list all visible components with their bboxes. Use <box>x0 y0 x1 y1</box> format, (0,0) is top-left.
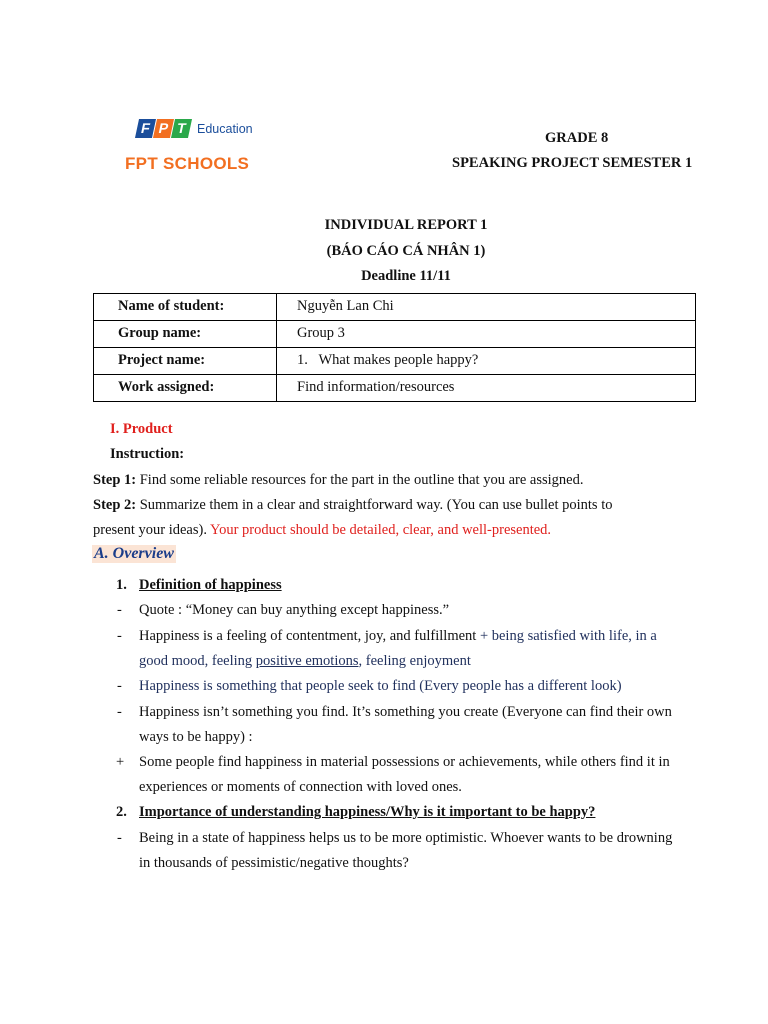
definition-part: good mood, feeling <box>139 653 256 669</box>
sources-text-continued: experiences or moments of connection with loved ones. <box>139 779 462 795</box>
quote-text: Quote : “Money can buy anything except happiness.” <box>139 602 450 618</box>
student-info-table <box>93 293 696 402</box>
table-label: Work assigned: <box>94 375 277 402</box>
table-row <box>94 375 696 402</box>
step-1-text: Find some reliable resources for the part in the outline that you are assigned. <box>136 472 584 488</box>
project-heading: SPEAKING PROJECT SEMESTER 1 <box>452 155 693 171</box>
create-text: Happiness isn’t something you find. It’s something you create (Everyone can find their own <box>139 704 672 720</box>
definition-part: Happiness is a feeling of contentment, joy, and fulfillment <box>139 628 480 644</box>
table-row <box>94 321 696 348</box>
sources-text: Some people find happiness in material possessions or achievements, while others find it in <box>139 754 670 770</box>
bullet-dash: - <box>117 628 122 644</box>
table-value: 1. What makes people happy? <box>277 348 696 375</box>
definition-text-continued <box>139 653 471 670</box>
bullet-dash: - <box>117 678 122 694</box>
step-1-label: Step 1: <box>93 472 137 488</box>
logo-letter-p: P <box>153 119 174 138</box>
optimism-text-continued: in thousands of pessimistic/negative thoughts? <box>139 855 409 871</box>
section-2-number: 2. <box>116 804 127 820</box>
report-title: INDIVIDUAL REPORT 1 <box>324 217 488 233</box>
logo-schools-text: FPT SCHOOLS <box>125 154 250 173</box>
definition-text <box>139 628 657 645</box>
table-row <box>94 294 696 321</box>
step-2-cont-text: present your ideas). <box>93 522 211 538</box>
step-2 <box>93 497 612 514</box>
table-row <box>94 348 696 375</box>
table-label: Group name: <box>94 321 277 348</box>
definition-part: , feeling enjoyment <box>358 653 471 669</box>
step-2-label: Step 2: <box>93 497 137 513</box>
create-text-continued: ways to be happy) : <box>139 729 253 745</box>
bullet-plus: + <box>116 754 125 770</box>
overview-heading: A. Overview <box>94 545 174 562</box>
bullet-dash: - <box>117 704 122 720</box>
deadline: Deadline 11/11 <box>361 268 451 284</box>
definition-addition: + being satisfied with life, in a <box>479 628 657 644</box>
logo-education-text: Education <box>197 122 253 136</box>
section-1-title: Definition of happiness <box>139 577 282 593</box>
bullet-dash: - <box>117 830 122 846</box>
table-label: Name of student: <box>94 294 277 321</box>
fpt-education-logo <box>125 116 277 178</box>
step-2-text: Summarize them in a clear and straightforward way. (You can use bullet points to <box>136 497 613 513</box>
bullet-dash: - <box>117 602 122 618</box>
table-value: Nguyễn Lan Chi <box>277 294 696 321</box>
fpt-logo-mark <box>137 119 191 138</box>
seek-text: Happiness is something that people seek to find (Every people has a different look) <box>139 678 622 694</box>
grade-heading: GRADE 8 <box>545 130 609 146</box>
optimism-text: Being in a state of happiness helps us to be more optimistic. Whoever wants to be drowning <box>139 830 673 846</box>
section-2-title: Importance of understanding happiness/Why is it important to be happy? <box>139 804 596 820</box>
section-1-number: 1. <box>116 577 127 593</box>
product-heading: I. Product <box>110 421 173 437</box>
product-requirement: Your product should be detailed, clear, and well-presented. <box>210 522 552 538</box>
table-value: Find information/resources <box>277 375 696 402</box>
logo-letter-f: F <box>135 119 156 138</box>
report-title-vietnamese: (BÁO CÁO CÁ NHÂN 1) <box>326 243 486 259</box>
step-2-continued <box>93 522 551 539</box>
step-1 <box>93 472 583 489</box>
table-value: Group 3 <box>277 321 696 348</box>
positive-emotions-link-text: positive emotions <box>255 653 359 669</box>
logo-letter-t: T <box>171 119 192 138</box>
table-label: Project name: <box>94 348 277 375</box>
instruction-label: Instruction: <box>110 446 185 462</box>
